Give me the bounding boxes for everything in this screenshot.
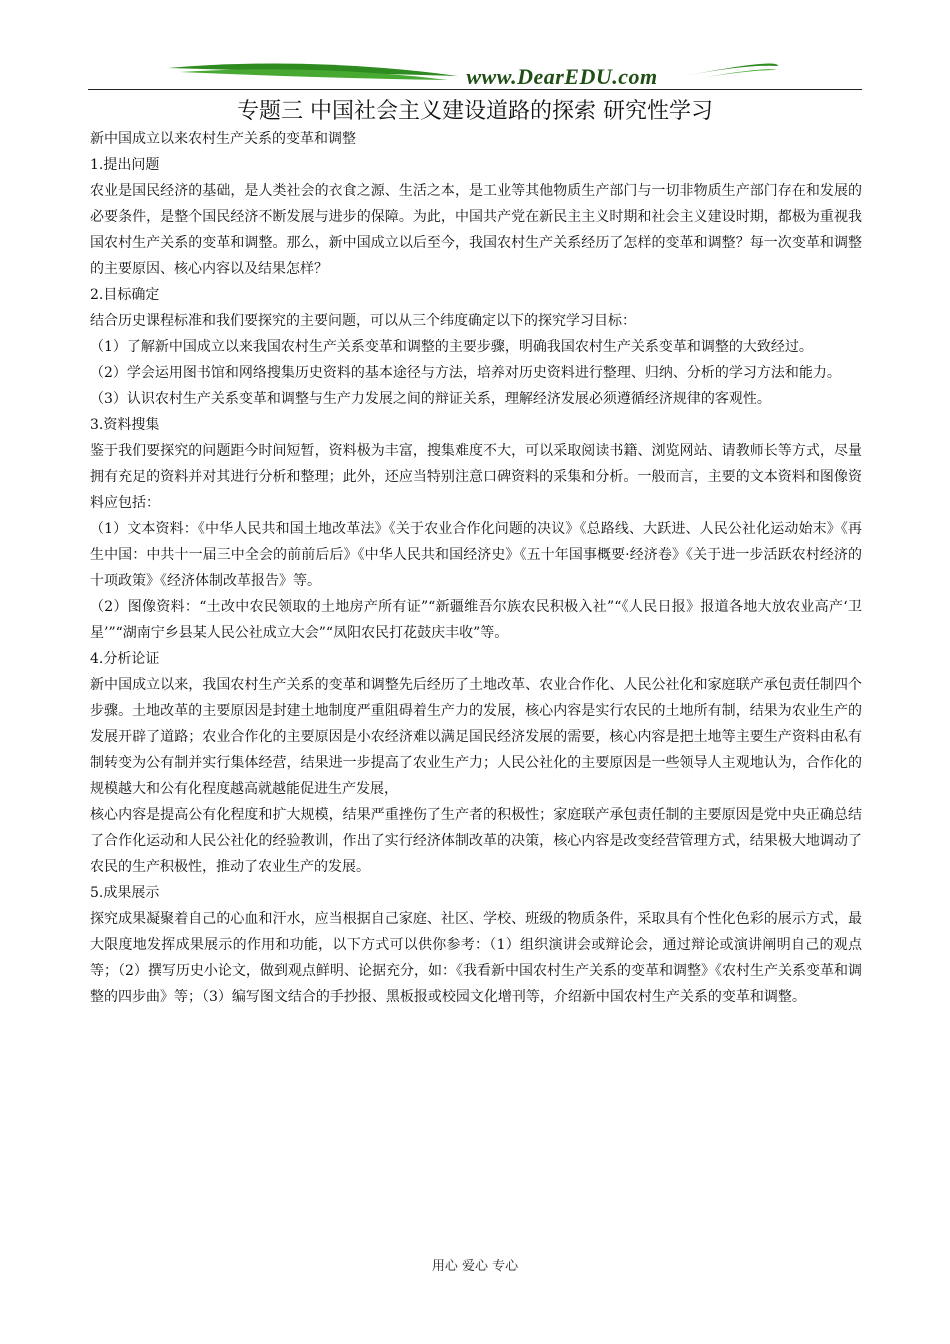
body-paragraph: 新中国成立以来，我国农村生产关系的变革和调整先后经历了土地改革、农业合作化、人民公社化和家庭联产承包责任制四个步骤。土地改革的主要原因是封建土地制度严重阻碍着生产力的发展，核心内容是实行农民的土地所有制，结果为农业生产的发展开辟了道路；农业合作化的主要原因是小农经济难以满足国民经济发展的需要，核心内容是把土地等主要生产资料由私有制转变为公有制并实行集体经营，结果进一步提高了农业生产力；人民公社化的主要原因是一些领导人主观地认为，合作化的规模越大和公有化程度越高就越能促进生产发展，	[90, 677, 862, 797]
section-heading: 4.分析论证	[90, 651, 160, 667]
list-item: （3）认识农村生产关系变革和调整与生产力发展之间的辩证关系，理解经济发展必须遵循经济规律的客观性。	[90, 391, 771, 407]
subtitle: 新中国成立以来农村生产关系的变革和调整	[90, 131, 356, 147]
list-item: （1）文本资料：《中华人民共和国土地改革法》《关于农业合作化问题的决议》《总路线、大跃进、人民公社化运动始末》《再生中国：中共十一届三中全会的前前后后》《中华人民共和国经济史》《五十年国事概要·经济卷》《关于进一步活跃农村经济的十项政策》《经济体制改革报告》等。	[90, 521, 862, 589]
page-footer: 用心 爱心 专心	[431, 1259, 519, 1274]
body-paragraph: 核心内容是提高公有化程度和扩大规模，结果严重挫伤了生产者的积极性；家庭联产承包责任制的主要原因是党中央正确总结了合作化运动和人民公社化的经验教训，作出了实行经济体制改革的决策，核心内容是改变经营管理方式，结果极大地调动了农民的生产积极性，推动了农业生产的发展。	[90, 807, 862, 875]
site-header-banner	[88, 56, 862, 90]
document-title: 专题三 中国社会主义建设道路的探索 研究性学习	[237, 99, 713, 124]
document-body	[90, 126, 862, 1010]
section-heading: 1.提出问题	[90, 157, 160, 173]
body-paragraph: 探究成果凝聚着自己的心血和汗水，应当根据自己家庭、社区、学校、班级的物质条件，采取具有个性化色彩的展示方式，最大限度地发挥成果展示的作用和功能，以下方式可以供你参考：（1）组织演讲会或辩论会，通过辩论或演讲阐明自己的观点等；（2）撰写历史小论文，做到观点鲜明、论据充分，如：《我看新中国农村生产关系的变革和调整》《农村生产关系变革和调整的四步曲》等；（3）编写图文结合的手抄报、黑板报或校园文化增刊等，介绍新中国农村生产关系的变革和调整。	[90, 911, 862, 1005]
section-heading: 3.资料搜集	[90, 417, 160, 433]
list-item: （1）了解新中国成立以来我国农村生产关系变革和调整的主要步骤，明确我国农村生产关系变革和调整的大致经过。	[90, 339, 813, 355]
header-rule	[88, 89, 862, 90]
site-logo-text: www.DearEDU.com	[466, 64, 658, 89]
section-heading: 5.成果展示	[90, 885, 160, 901]
body-paragraph: 结合历史课程标准和我们要探究的主要问题，可以从三个纬度确定以下的探究学习目标：	[90, 313, 636, 329]
section-heading: 2.目标确定	[90, 287, 160, 303]
body-paragraph: 鉴于我们要探究的问题距今时间短暂，资料极为丰富，搜集难度不大，可以采取阅读书籍、浏览网站、请教师长等方式，尽量拥有充足的资料并对其进行分析和整理；此外，还应当特别注意口碑资料的采集和分析。一般而言，主要的文本资料和图像资料应包括：	[90, 443, 862, 511]
list-item: （2）图像资料：“土改中农民领取的土地房产所有证”“新疆维吾尔族农民积极入社”“《人民日报》报道各地大放农业高产‘卫星’”“湖南宁乡县某人民公社成立大会”“凤阳农民打花鼓庆丰收”等。	[90, 599, 862, 641]
body-paragraph: 农业是国民经济的基础，是人类社会的衣食之源、生活之本，是工业等其他物质生产部门与一切非物质生产部门存在和发展的必要条件，是整个国民经济不断发展与进步的保障。为此，中国共产党在新民主主义时期和社会主义建设时期，都极为重视我国农村生产关系的变革和调整。那么，新中国成立以后至今，我国农村生产关系经历了怎样的变革和调整？每一次变革和调整的主要原因、核心内容以及结果怎样？	[90, 183, 862, 277]
list-item: （2）学会运用图书馆和网络搜集历史资料的基本途径与方法，培养对历史资料进行整理、归纳、分析的学习方法和能力。	[90, 365, 841, 381]
